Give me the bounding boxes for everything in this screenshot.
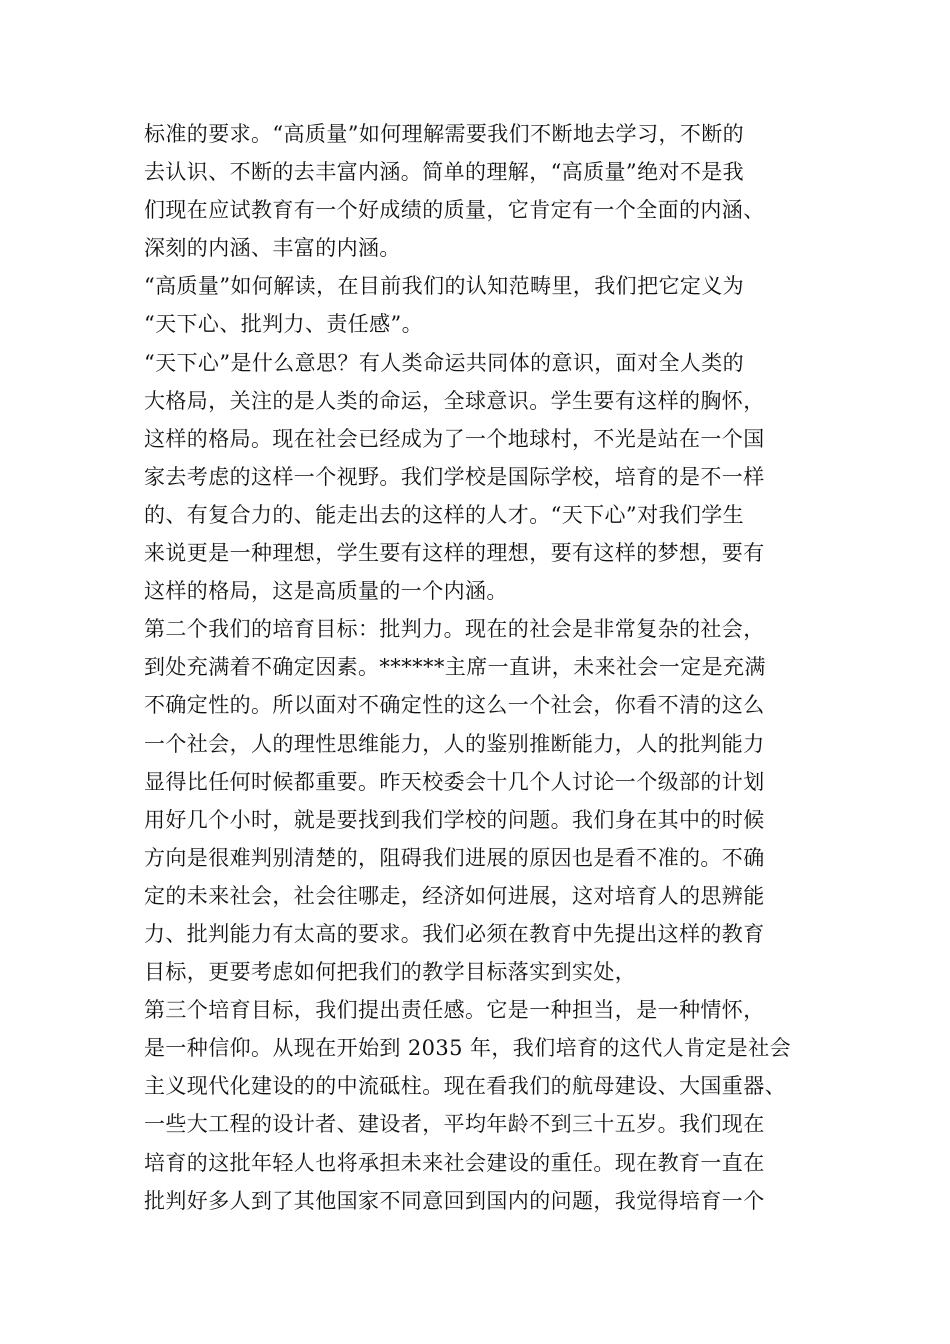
text-line: 定的未来社会，社会往哪走，经济如何进展，这对培育人的思辨能 [144,883,765,908]
text-line: 第三个培育目标，我们提出责任感。它是一种担当，是一种情怀， [144,998,765,1023]
text-line: 用好几个小时，就是要找到我们学校的问题。我们身在其中的时候 [144,807,765,832]
text-line: 力、批判能力有太高的要求。我们必须在教育中先提出这样的教育 [144,921,765,946]
text-line: 显得比任何时候都重要。昨天校委会十几个人讨论一个级部的计划 [144,769,765,794]
text-line: 培育的这批年轻人也将承担未来社会建设的重任。现在教育一直在 [144,1150,765,1175]
text-line: 这样的格局。现在社会已经成为了一个地球村，不光是站在一个国 [144,426,765,451]
text-line: “天下心、批判力、责任感”。 [144,312,424,337]
text-line: 家去考虑的这样一个视野。我们学校是国际学校，培育的是不一样 [144,464,765,489]
text-line: 主义现代化建设的的中流砥柱。现在看我们的航母建设、大国重器、 [144,1074,786,1099]
text-line: 的、有复合力的、能走出去的这样的人才。“天下心”对我们学生 [144,502,745,527]
text-line: 到处充满着不确定因素。******主席一直讲，未来社会一定是充满 [144,655,766,680]
body-text [144,115,834,1220]
text-line: 这样的格局，这是高质量的一个内涵。 [144,579,508,604]
text-line: 第二个我们的培育目标：批判力。现在的社会是非常复杂的社会， [144,617,765,642]
text-line: “天下心”是什么意思？有人类命运共同体的意识，面对全人类的 [144,350,745,375]
text-line: 标准的要求。“高质量”如何理解需要我们不断地去学习，不断的 [144,122,745,146]
text-line: 大格局，关注的是人类的命运，全球意识。学生要有这样的胸怀， [144,388,765,413]
text-line: “高质量”如何解读，在目前我们的认知范畴里，我们把它定义为 [144,274,745,299]
text-line: 批判好多人到了其他国家不同意回到国内的问题，我觉得培育一个 [144,1188,765,1213]
text-line: 深刻的内涵、丰富的内涵。 [144,236,401,261]
text-line: 不确定性的。所以面对不确定性的这么一个社会，你看不清的这么 [144,693,765,718]
text-line: 方向是很难判别清楚的，阻碍我们进展的原因也是看不准的。不确 [144,845,765,870]
text-line: 去认识、不断的去丰富内涵。简单的理解，“高质量”绝对不是我 [144,160,745,185]
text-line: 来说更是一种理想，学生要有这样的理想，要有这样的梦想，要有 [144,541,765,566]
text-line: 一些大工程的设计者、建设者，平均年龄不到三十五岁。我们现在 [144,1112,765,1137]
text-line: 目标，更要考虑如何把我们的教学目标落实到实处， [144,960,637,985]
text-line: 是一种信仰。从现在开始到 2035 年，我们培育的这代人肯定是社会 [144,1036,791,1061]
text-line: 们现在应试教育有一个好成绩的质量，它肯定有一个全面的内涵、 [144,198,765,223]
text-line: 一个社会，人的理性思维能力，人的鉴别推断能力，人的批判能力 [144,731,765,756]
